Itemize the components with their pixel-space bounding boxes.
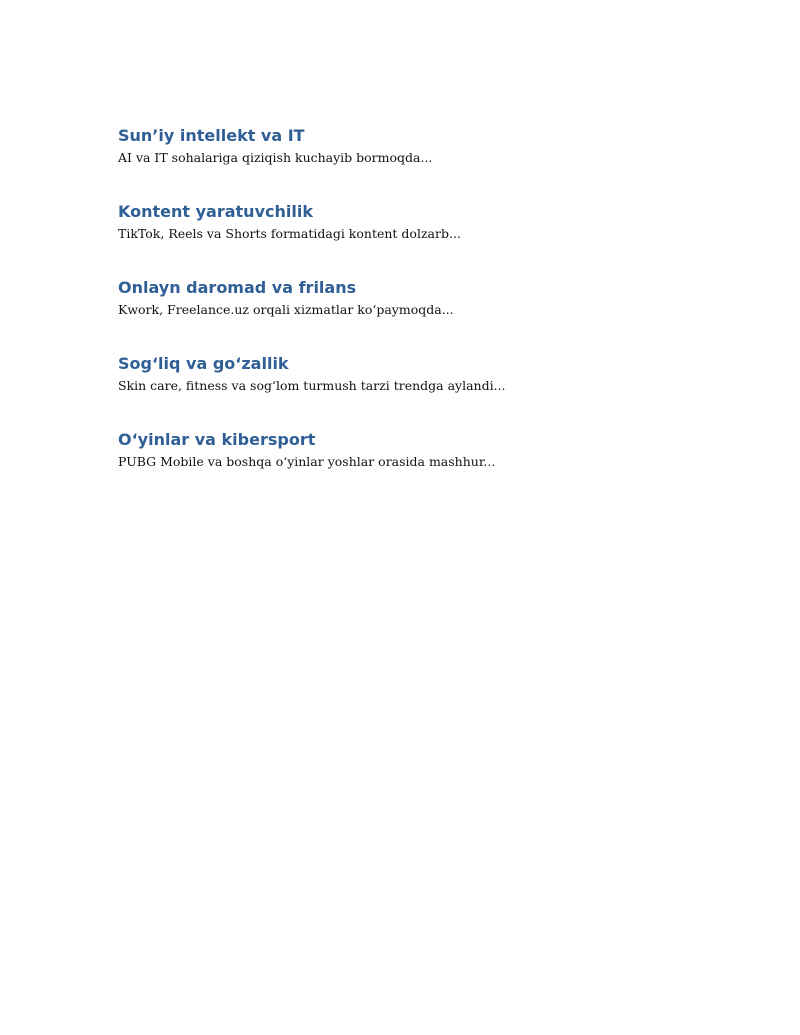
document-content — [118, 125, 718, 505]
section-heading: Sun’iy intellekt va IT — [118, 126, 305, 145]
section-text: Skin care, fitness va sog‘lom turmush tarzi trendga aylandi... — [118, 378, 506, 393]
section-text: TikTok, Reels va Shorts formatidagi kontent dolzarb... — [118, 226, 461, 241]
section-text: PUBG Mobile va boshqa o‘yinlar yoshlar orasida mashhur... — [118, 454, 496, 469]
section-health-beauty — [118, 353, 718, 429]
section-ai-it — [118, 125, 718, 201]
section-games-esports — [118, 429, 718, 505]
section-text: Kwork, Freelance.uz orqali xizmatlar ko‘paymoqda... — [118, 302, 454, 317]
section-text: AI va IT sohalariga qiziqish kuchayib bormoqda... — [118, 150, 433, 165]
section-heading: Sog‘liq va go‘zallik — [118, 354, 289, 373]
section-content-creation — [118, 201, 718, 277]
section-online-income — [118, 277, 718, 353]
section-heading: O‘yinlar va kibersport — [118, 430, 316, 449]
section-heading: Kontent yaratuvchilik — [118, 202, 313, 221]
section-heading: Onlayn daromad va frilans — [118, 278, 357, 297]
